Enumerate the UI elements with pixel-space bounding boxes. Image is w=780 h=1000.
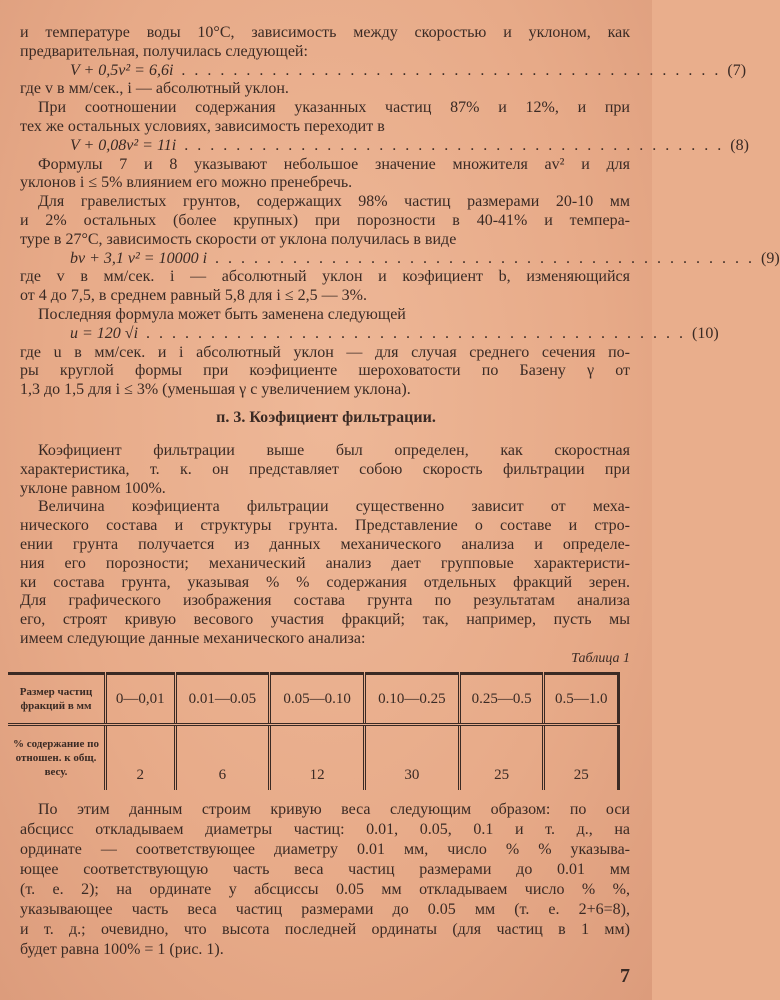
text-line: нического состава и структуры грунта. Представление о составе и стро-: [20, 517, 630, 535]
equation-10: u = 120 √i .......................................... (10): [70, 324, 719, 342]
text-line: от 4 до 7,5, в среднем равный 5,8 для i ≤ 2,5 — 3%.: [20, 287, 367, 305]
formula: bv + 3,1 v² = 10000 i: [70, 249, 208, 267]
row-header: Размер частиц фракций в мм: [8, 674, 106, 725]
text-line: тех же остальных условиях, зависимость переходит в: [20, 117, 385, 135]
text-line: ении грунта получается из данных механического анализа и определе-: [20, 535, 630, 553]
text-line: указывающее часть веса частиц размерами до 0.05 мм (т. е. 2+6=8),: [20, 901, 630, 918]
equation-number: (8): [730, 136, 749, 154]
text-line: ки состава грунта, указывая % % содержания отдельных фракций зерен.: [20, 573, 630, 591]
text-line: предварительная, получилась следующей:: [20, 42, 308, 60]
text-line: и 2% остальных (более крупных) при порозности в 40-41% и темпера-: [20, 211, 630, 229]
text-line: будет равна 100% = 1 (рис. 1).: [20, 941, 224, 958]
formula: V + 0,5v² = 6,6i: [70, 61, 174, 79]
table-cell: 12: [270, 725, 365, 791]
text-line: Коэфициент фильтрации выше был определен, как скоростная: [38, 442, 630, 459]
formula: V + 0,08v² = 11i: [70, 136, 177, 154]
text-line: ординате — соответствующее диаметру 0.01 мм, число % % указыва-: [20, 841, 630, 858]
table-caption: Таблица 1: [571, 651, 630, 666]
text-line: абсцисс откладываем диаметры частиц: 0.01, 0.05, 0.1 и т. д., на: [20, 821, 630, 838]
text-line: характеристика, т. к. он представляет собою скорость фильтрации при: [20, 460, 630, 478]
formula: u = 120 √i: [70, 324, 139, 342]
text-line: где u в мм/сек. и i абсолютный уклон — для случая среднего сечения по-: [20, 343, 630, 361]
equation-number: (9): [761, 249, 780, 267]
text-line: При соотношении содержания указанных частиц 87% и 12%, и при: [38, 99, 630, 117]
table-cell: 0.01—0.05: [175, 674, 270, 725]
text-line: уклоне равном 100%.: [20, 479, 166, 497]
text-line: Для гравелистых грунтов, содержащих 98% частиц размерами 20-10 мм: [38, 193, 630, 211]
text-line: Формулы 7 и 8 указывают небольшое значение множителя av² и для: [38, 155, 630, 173]
table-row: [8, 674, 619, 725]
text-line: Для графического изображения состава грунта по результатам анализа: [20, 592, 630, 610]
text-line: Величина коэфициента фильтрации существенно зависит от меха-: [38, 498, 630, 516]
equation-number: (10): [692, 324, 719, 342]
text-line: 1,3 до 1,5 для i ≤ 3% (уменьшая γ с увеличением уклона).: [20, 381, 411, 399]
table-cell: 6: [175, 725, 270, 791]
section-heading: п. 3. Коэфициент фильтрации.: [216, 409, 436, 426]
text-line: где v в мм/сек., i — абсолютный уклон.: [20, 80, 289, 98]
text-line: уклонов i ≤ 5% влиянием его можно пренебречь.: [20, 174, 353, 192]
page-number: 7: [620, 965, 630, 987]
text-line: и т. д.; очевидно, что высота последней ординаты (для частиц в 1 мм): [20, 921, 630, 938]
row-header: % содержание по отношен. к общ. весу.: [12, 738, 99, 778]
equation-9: bv + 3,1 v² = 10000 i .......................................... (9): [70, 249, 780, 267]
text-top: [20, 24, 780, 400]
text-middle: [20, 442, 630, 649]
text-line: ющее соответствующую часть веса частиц размерами до 0.01 мм: [20, 861, 630, 878]
table-cell: 25: [459, 725, 544, 791]
text-line: По этим данным строим кривую веса следующим образом: по оси: [38, 801, 630, 818]
text-bottom: [20, 800, 630, 960]
text-line: Последняя формула может быть заменена следующей: [38, 305, 406, 323]
table-cell: 0.5—1.0: [544, 674, 619, 725]
table-cell: 0.05—0.10: [270, 674, 365, 725]
text-line: ния его порозности; механический анализ дает групповые характеристи-: [20, 554, 630, 572]
text-line: где v в мм/сек. i — абсолютный уклон и коэфициент b, изменяющийся: [20, 268, 630, 286]
equation-8: V + 0,08v² = 11i .......................................... (8): [70, 136, 749, 154]
table-cell: 0.10—0.25: [365, 674, 460, 725]
equation-7: V + 0,5v² = 6,6i .......................................... (7): [70, 61, 747, 79]
table-cell: 25: [544, 725, 619, 791]
table-cell: 0.25—0.5: [459, 674, 544, 725]
table-cell: 2: [106, 725, 176, 791]
text-line: его, строят кривую весового участия фракций; так, например, пусть мы: [20, 611, 630, 629]
equation-number: (7): [727, 61, 747, 79]
table-cell: 0—0,01: [106, 674, 176, 725]
text-line: имеем следующие данные механического анализа:: [20, 629, 366, 647]
table-row: [8, 725, 619, 791]
text-line: ры круглой формы при коэфициенте шероховатости по Базену γ от: [20, 362, 630, 380]
text-line: (т. е. 2); на ординате у абсциссы 0.05 мм откладываем число % %,: [20, 881, 630, 898]
table-cell: 30: [365, 725, 460, 791]
particle-size-table: [8, 672, 620, 790]
text-line: и температуре воды 10°C, зависимость между скоростью и уклоном, как: [20, 24, 630, 41]
text-line: туре в 27°C, зависимость скорости от уклона получилась в виде: [20, 230, 457, 248]
